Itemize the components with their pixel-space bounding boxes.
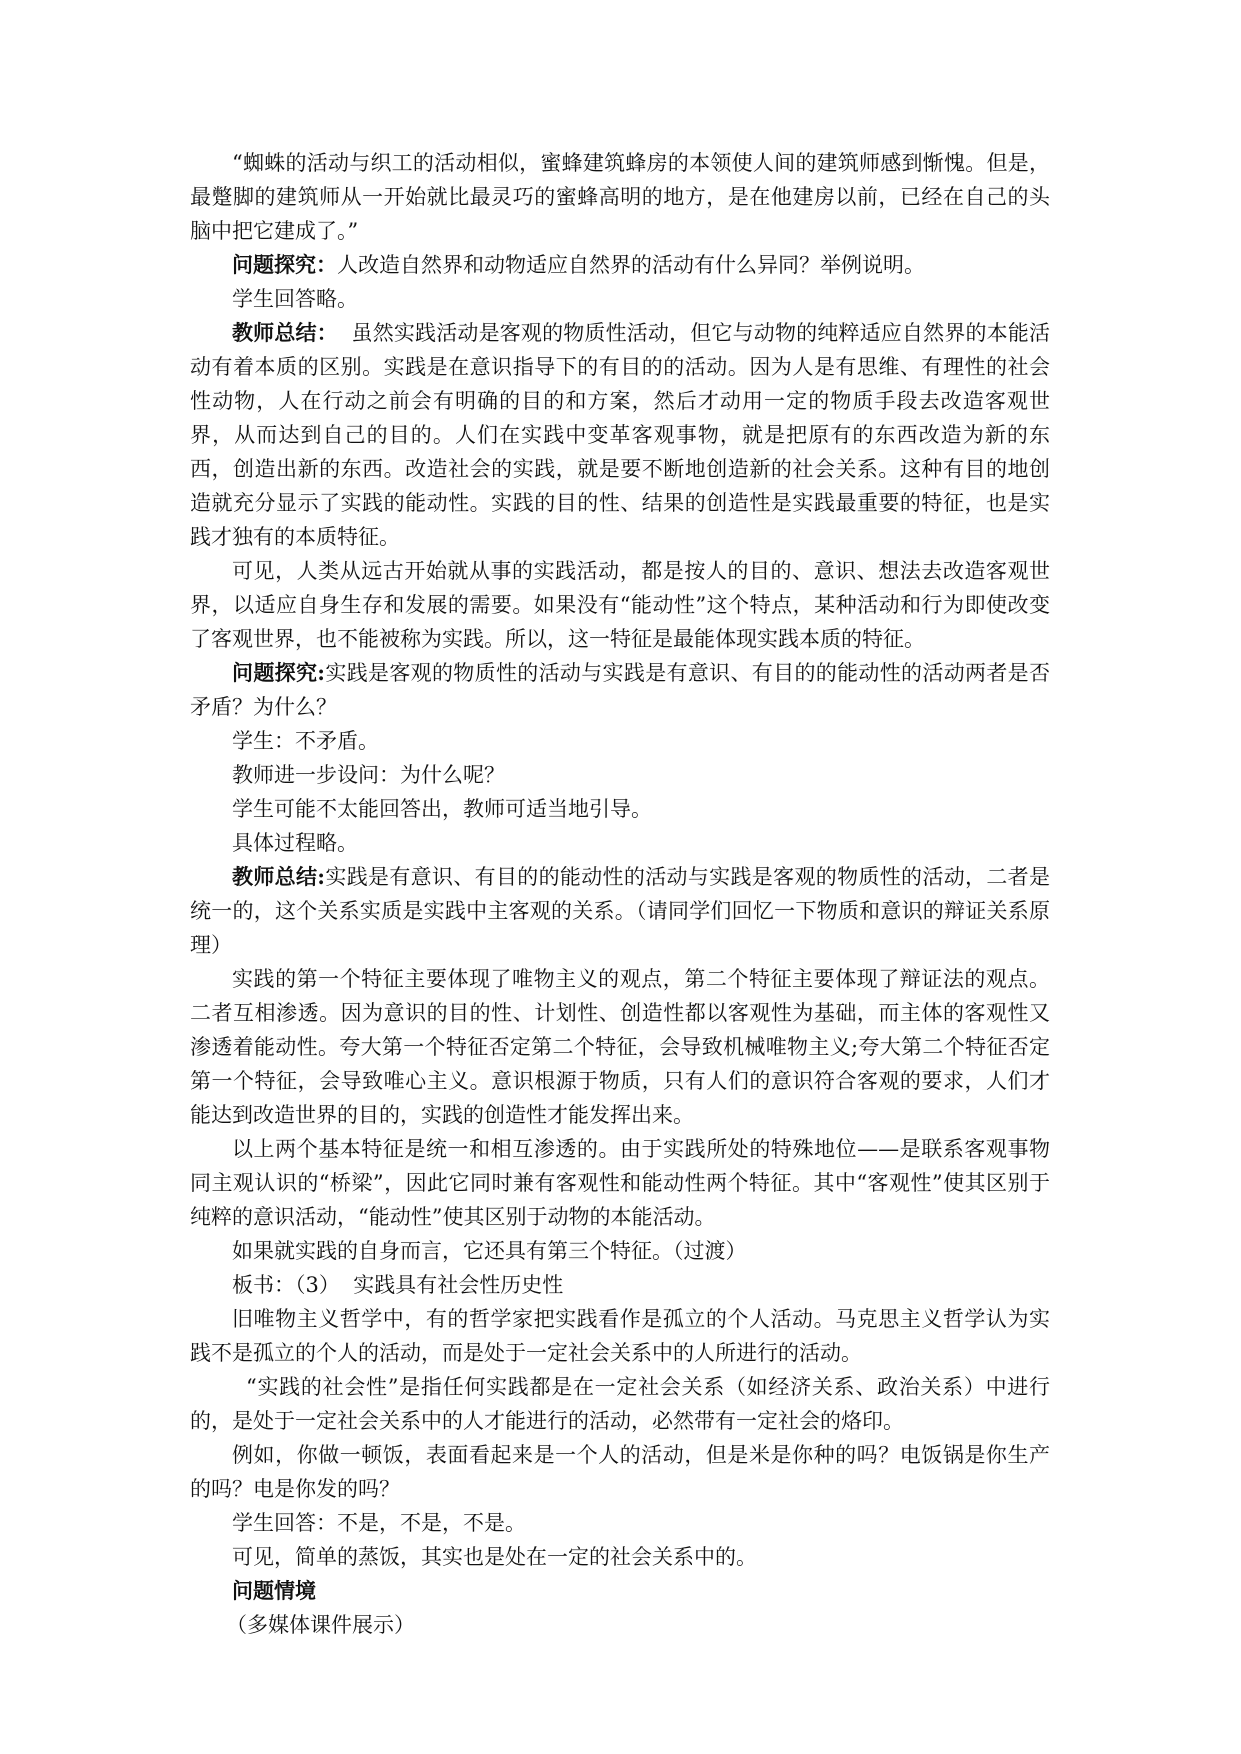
paragraph-question-1: 问题探究：人改造自然界和动物适应自然界的活动有什么异同？举例说明。 bbox=[232, 252, 925, 277]
paragraph-old-materialism: 旧唯物主义哲学中，有的哲学家把实践看作是孤立的个人活动。马克思主义哲学认为实践不是孤立的个人的活动，而是处于一定社会关系中的人所进行的活动。 bbox=[190, 1307, 1050, 1365]
paragraph-multimedia-note: （多媒体课件展示） bbox=[226, 1613, 415, 1637]
paragraph-sociality-definition: “实践的社会性”是指任何实践都是在一定社会关系（如经济关系、政治关系）中进行的，是处于一定社会关系中的人才能进行的活动，必然带有一定社会的烙印。 bbox=[190, 1375, 1050, 1433]
paragraph-unity: 以上两个基本特征是统一和相互渗透的。由于实践所处的特殊地位——是联系客观事物同主观认识的“桥梁”，因此它同时兼有客观性和能动性两个特征。其中“客观性”使其区别于纯粹的意识活动，“能动性”使其区别于动物的本能活动。 bbox=[190, 1137, 1050, 1229]
paragraph-label: 问题探究: bbox=[232, 660, 326, 685]
section-heading: 问题情境 bbox=[232, 1578, 316, 1603]
paragraph-teacher-summary-1: 教师总结： 虽然实践活动是客观的物质性活动，但它与动物的纯粹适应自然界的本能活动有着本质的区别。实践是在意识指导下的有目的的活动。因为人是有思维、有理性的社会性动物，人在行动之前会有明确的目的和方案，然后才动用一定的物质手段去改造客观世界，从而达到自己的目的。人们在实践中变革客观事物，就是把原有的东西改造为新的东西，创造出新的东西。改造社会的实践，就是要不断地创造新的社会关系。这种有目的地创造就充分显示了实践的能动性。实践的目的性、结果的创造性是实践最重要的特征，也是实践才独有的本质特征。 bbox=[190, 320, 1050, 549]
document-page bbox=[190, 146, 1050, 1642]
paragraph-label: 教师总结： bbox=[232, 320, 338, 345]
paragraph-transition: 如果就实践的自身而言，它还具有第三个特征。（过渡） bbox=[232, 1239, 747, 1263]
paragraph-board-writing: 板书：（3） 实践具有社会性历史性 bbox=[232, 1273, 564, 1297]
paragraph-guidance: 学生可能不太能回答出，教师可适当地引导。 bbox=[232, 797, 652, 821]
paragraph-process-omitted: 具体过程略。 bbox=[232, 831, 358, 855]
paragraph-example-cooking: 例如，你做一顿饭，表面看起来是一个人的活动，但是米是你种的吗？电饭锅是你生产的吗？电是你发的吗？ bbox=[190, 1443, 1050, 1501]
paragraph-label: 问题探究： bbox=[232, 252, 337, 277]
paragraph-student-answer-2: 学生：不矛盾。 bbox=[232, 729, 379, 753]
paragraph-teacher-summary-2: 教师总结:实践是有意识、有目的的能动性的活动与实践是客观的物质性的活动，二者是统一的，这个关系实质是实践中主客观的关系。（请同学们回忆一下物质和意识的辩证关系原理） bbox=[190, 864, 1050, 957]
paragraph-conclusion-2: 可见，简单的蒸饭，其实也是处在一定的社会关系中的。 bbox=[232, 1545, 757, 1569]
paragraph-label: 教师总结: bbox=[232, 864, 326, 889]
paragraph-features-relation: 实践的第一个特征主要体现了唯物主义的观点，第二个特征主要体现了辩证法的观点。二者互相渗透。因为意识的目的性、计划性、创造性都以客观性为基础，而主体的客观性又渗透着能动性。夸大第一个特征否定第二个特征，会导致机械唯物主义;夸大第二个特征否定第一个特征，会导致唯心主义。意识根源于物质，只有人们的意识符合客观的要求，人们才能达到改造世界的目的，实践的创造性才能发挥出来。 bbox=[190, 967, 1050, 1127]
paragraph-student-answer-3: 学生回答：不是，不是，不是。 bbox=[232, 1511, 526, 1535]
paragraph-quote: “蜘蛛的活动与织工的活动相似，蜜蜂建筑蜂房的本领使人间的建筑师感到惭愧。但是，最蹩脚的建筑师从一开始就比最灵巧的蜜蜂高明的地方，是在他建房以前，已经在自己的头脑中把它建成了。” bbox=[190, 151, 1050, 243]
paragraph-teacher-question: 教师进一步设问：为什么呢？ bbox=[232, 763, 505, 787]
paragraph-student-answer-1: 学生回答略。 bbox=[232, 287, 358, 311]
paragraph-question-2: 问题探究:实践是客观的物质性的活动与实践是有意识、有目的的能动性的活动两者是否矛盾？为什么？ bbox=[190, 660, 1050, 719]
paragraph-conclusion-1: 可见，人类从远古开始就从事的实践活动，都是按人的目的、意识、想法去改造客观世界，以适应自身生存和发展的需要。如果没有“能动性”这个特点，某种活动和行为即使改变了客观世界，也不能被称为实践。所以，这一特征是最能体现实践本质的特征。 bbox=[190, 559, 1050, 651]
